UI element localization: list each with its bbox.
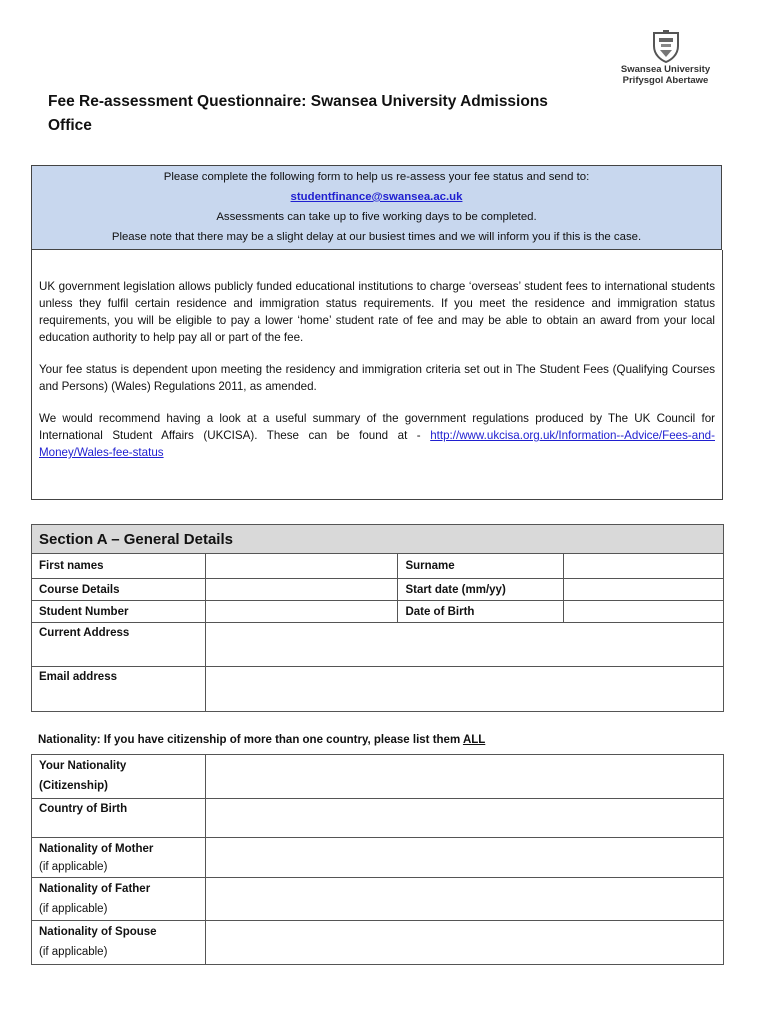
instructions-line-3: Assessments can take up to five working days to be completed. bbox=[216, 211, 537, 223]
nationality-table bbox=[31, 754, 724, 965]
date-of-birth-field[interactable] bbox=[564, 601, 724, 623]
instructions-line-1: Please complete the following form to help us re-assess your fee status and send to: bbox=[163, 171, 590, 183]
crest-icon bbox=[649, 30, 683, 64]
father-if-applicable: (if applicable) bbox=[39, 903, 108, 915]
logo-line-2: Prifysgol Abertawe bbox=[622, 75, 709, 86]
spouse-nationality-text: Nationality of Spouse bbox=[39, 926, 157, 938]
email-address-label: Email address bbox=[32, 667, 206, 712]
start-date-field[interactable] bbox=[564, 579, 724, 601]
your-nationality-label bbox=[32, 755, 206, 799]
spouse-nationality-field[interactable] bbox=[205, 921, 723, 965]
current-address-label: Current Address bbox=[32, 623, 206, 667]
course-details-label: Course Details bbox=[32, 579, 206, 601]
finance-email-link[interactable]: studentfinance@swansea.ac.uk bbox=[290, 191, 463, 203]
nationality-note-text: Nationality: If you have citizenship of more than one country, please list them bbox=[38, 734, 463, 746]
page-title: Fee Re-assessment Questionnaire: Swansea University Admissions Office bbox=[48, 93, 548, 134]
paragraph-ukcisa bbox=[39, 410, 715, 461]
spouse-if-applicable: (if applicable) bbox=[39, 946, 108, 958]
first-names-label: First names bbox=[32, 554, 206, 579]
email-address-field[interactable] bbox=[205, 667, 723, 712]
course-details-field[interactable] bbox=[205, 579, 398, 601]
father-nationality-text: Nationality of Father bbox=[39, 883, 151, 895]
logo-line-1: Swansea University bbox=[620, 64, 711, 75]
citizenship-text: (Citizenship) bbox=[39, 780, 108, 792]
first-names-field[interactable] bbox=[205, 554, 398, 579]
surname-field[interactable] bbox=[564, 554, 724, 579]
your-nationality-text: Your Nationality bbox=[39, 760, 127, 772]
student-number-label: Student Number bbox=[32, 601, 206, 623]
nationality-note bbox=[38, 734, 485, 746]
university-logo bbox=[608, 30, 723, 96]
current-address-field[interactable] bbox=[205, 623, 723, 667]
nationality-note-all: ALL bbox=[462, 734, 486, 746]
country-of-birth-label: Country of Birth bbox=[32, 799, 206, 838]
your-nationality-field[interactable] bbox=[205, 755, 723, 799]
paragraph-legislation: UK government legislation allows publicly funded educational institutions to charge ‘overseas’ student fees to international students unless they fulfil certain residence and immigration status requirements. If you meet the residence and immigration status requirements, you will be eligible to pay a lower ‘home’ student rate of fee and may be able to obtain an award from your local education authority to help pay all or part of the fee. bbox=[39, 280, 715, 344]
instructions-line-4: Please note that there may be a slight delay at our busiest times and we will inform you if this is the case. bbox=[111, 231, 642, 243]
father-nationality-field[interactable] bbox=[205, 878, 723, 921]
mother-nationality-field[interactable] bbox=[205, 838, 723, 878]
father-nationality-label bbox=[32, 878, 206, 921]
legislation-text-box bbox=[31, 250, 723, 500]
mother-nationality-text: Nationality of Mother bbox=[39, 843, 154, 855]
student-number-field[interactable] bbox=[205, 601, 398, 623]
surname-label: Surname bbox=[398, 554, 564, 579]
country-of-birth-field[interactable] bbox=[205, 799, 723, 838]
instructions-box bbox=[31, 165, 722, 250]
date-of-birth-label: Date of Birth bbox=[398, 601, 564, 623]
paragraph-regulations: Your fee status is dependent upon meeting the residency and immigration criteria set out in The Student Fees (Qualifying Courses and Persons) (Wales) Regulations 2011, as amended. bbox=[39, 363, 715, 393]
section-a-heading: Section A – General Details bbox=[32, 525, 724, 554]
start-date-label: Start date (mm/yy) bbox=[398, 579, 564, 601]
paragraph-ukcisa-text: We would recommend having a look at a useful summary of the government regulations produced by The UK Council for International Student Affairs (UKCISA). These can be found at - bbox=[39, 412, 715, 442]
mother-if-applicable: (if applicable) bbox=[39, 861, 108, 873]
ukcisa-link[interactable]: http://www.ukcisa.org.uk/Information--Advice/Fees-and-Money/Wales-fee-status bbox=[39, 429, 715, 459]
section-a-table bbox=[31, 524, 724, 712]
mother-nationality-label bbox=[32, 838, 206, 878]
spouse-nationality-label bbox=[32, 921, 206, 965]
